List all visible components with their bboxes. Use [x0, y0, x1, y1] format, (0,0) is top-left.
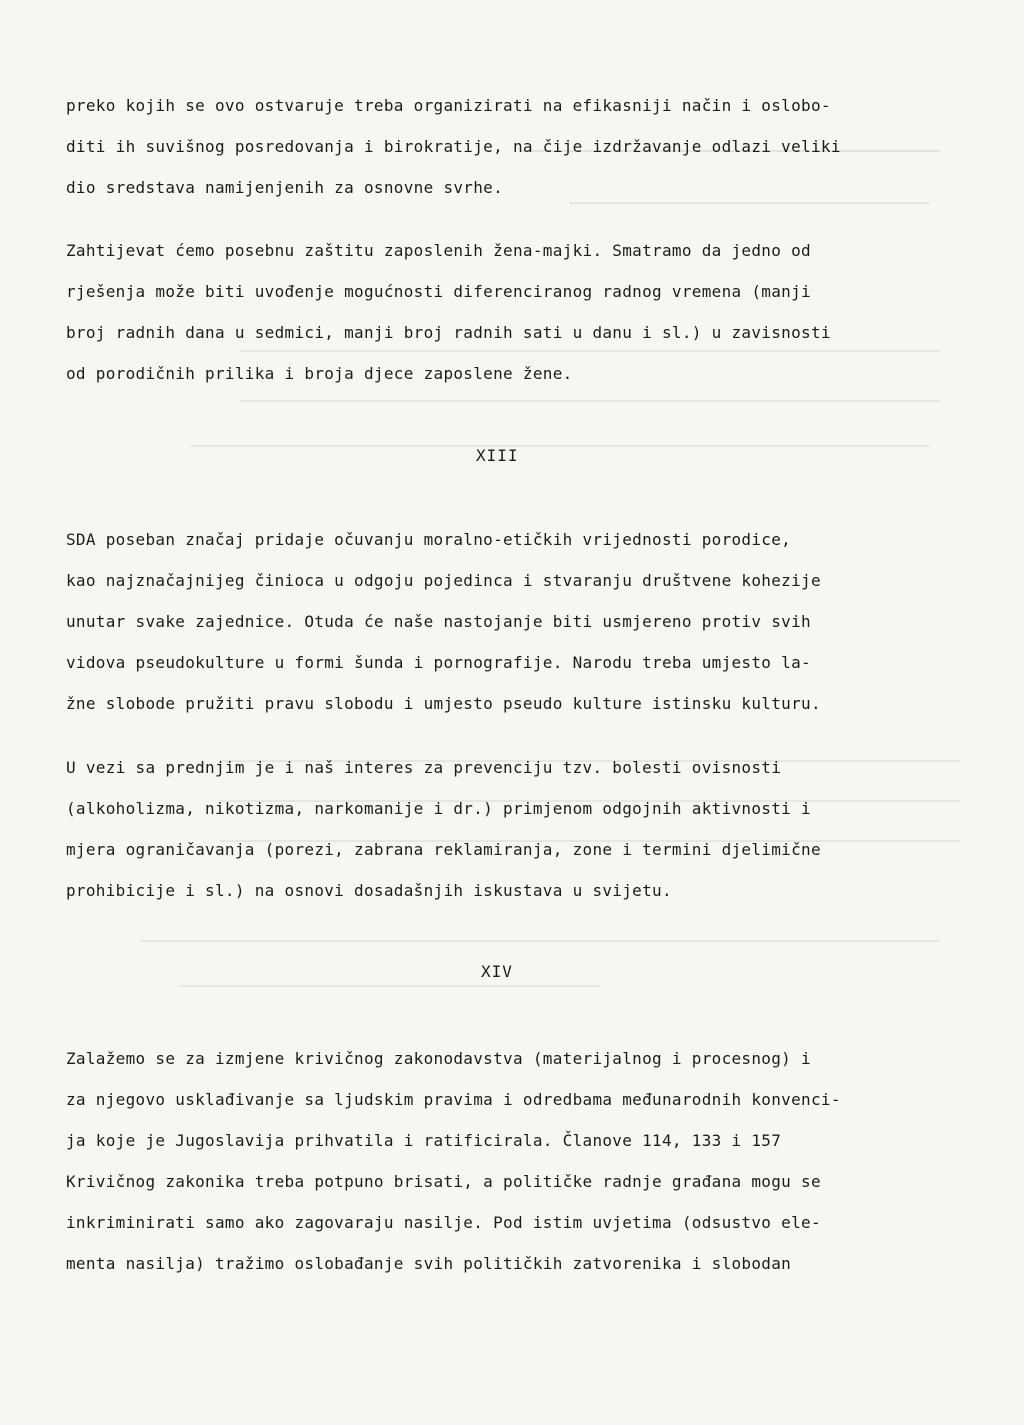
paragraph-line: dio sredstava namijenjenih za osnovne svrhe.: [66, 178, 504, 197]
paragraph-line: žne slobode pružiti pravu slobodu i umjesto pseudo kulture istinsku kulturu.: [66, 694, 821, 713]
paragraph-line: ja koje je Jugoslavija prihvatila i ratificirala. Članove 114, 133 i 157: [66, 1131, 782, 1150]
paragraph-line: kao najznačajnijeg činioca u odgoju pojedinca i stvaranju društvene kohezije: [66, 571, 821, 590]
paragraph-line: menta nasilja) tražimo oslobađanje svih političkih zatvorenika i slobodan: [66, 1254, 792, 1273]
paragraph-line: prohibicije i sl.) na osnovi dosadašnjih iskustava u svijetu.: [66, 881, 672, 900]
paragraph-line: Krivičnog zakonika treba potpuno brisati, a političke radnje građana mogu se: [66, 1172, 821, 1191]
paragraph-line: Zahtijevat ćemo posebnu zaštitu zaposlenih žena-majki. Smatramo da jedno od: [66, 241, 811, 260]
paragraph-line: inkriminirati samo ako zagovaraju nasilje. Pod istim uvjetima (odsustvo ele-: [66, 1213, 821, 1232]
paragraph-line: broj radnih dana u sedmici, manji broj radnih sati u danu i sl.) u zavisnosti: [66, 323, 831, 342]
paragraph-line: (alkoholizma, nikotizma, narkomanije i dr.) primjenom odgojnih aktivnosti i: [66, 799, 811, 818]
paragraph-line: U vezi sa prednjim je i naš interes za prevenciju tzv. bolesti ovisnosti: [66, 758, 782, 777]
paragraph-line: vidova pseudokulture u formi šunda i pornografije. Narodu treba umjesto la-: [66, 653, 811, 672]
paragraph-line: diti ih suvišnog posredovanja i birokratije, na čije izdržavanje odlazi veliki: [66, 137, 841, 156]
section-heading-xiv: XIV: [481, 962, 513, 981]
paragraph-line: od porodičnih prilika i broja djece zaposlene žene.: [66, 364, 573, 383]
paragraph-line: unutar svake zajednice. Otuda će naše nastojanje biti usmjereno protiv svih: [66, 612, 811, 631]
paragraph-line: SDA poseban značaj pridaje očuvanju moralno-etičkih vrijednosti porodice,: [66, 530, 792, 549]
paragraph-line: Zalažemo se za izmjene krivičnog zakonodavstva (materijalnog i procesnog) i: [66, 1049, 811, 1068]
paragraph-line: preko kojih se ovo ostvaruje treba organizirati na efikasniji način i oslobo-: [66, 96, 831, 115]
paragraph-line: rješenja može biti uvođenje mogućnosti diferenciranog radnog vremena (manji: [66, 282, 811, 301]
section-heading-xiii: XIII: [476, 446, 519, 465]
paragraph-line: mjera ograničavanja (porezi, zabrana reklamiranja, zone i termini djelimične: [66, 840, 821, 859]
paragraph-line: za njegovo usklađivanje sa ljudskim pravima i odredbama međunarodnih konvenci-: [66, 1090, 841, 1109]
